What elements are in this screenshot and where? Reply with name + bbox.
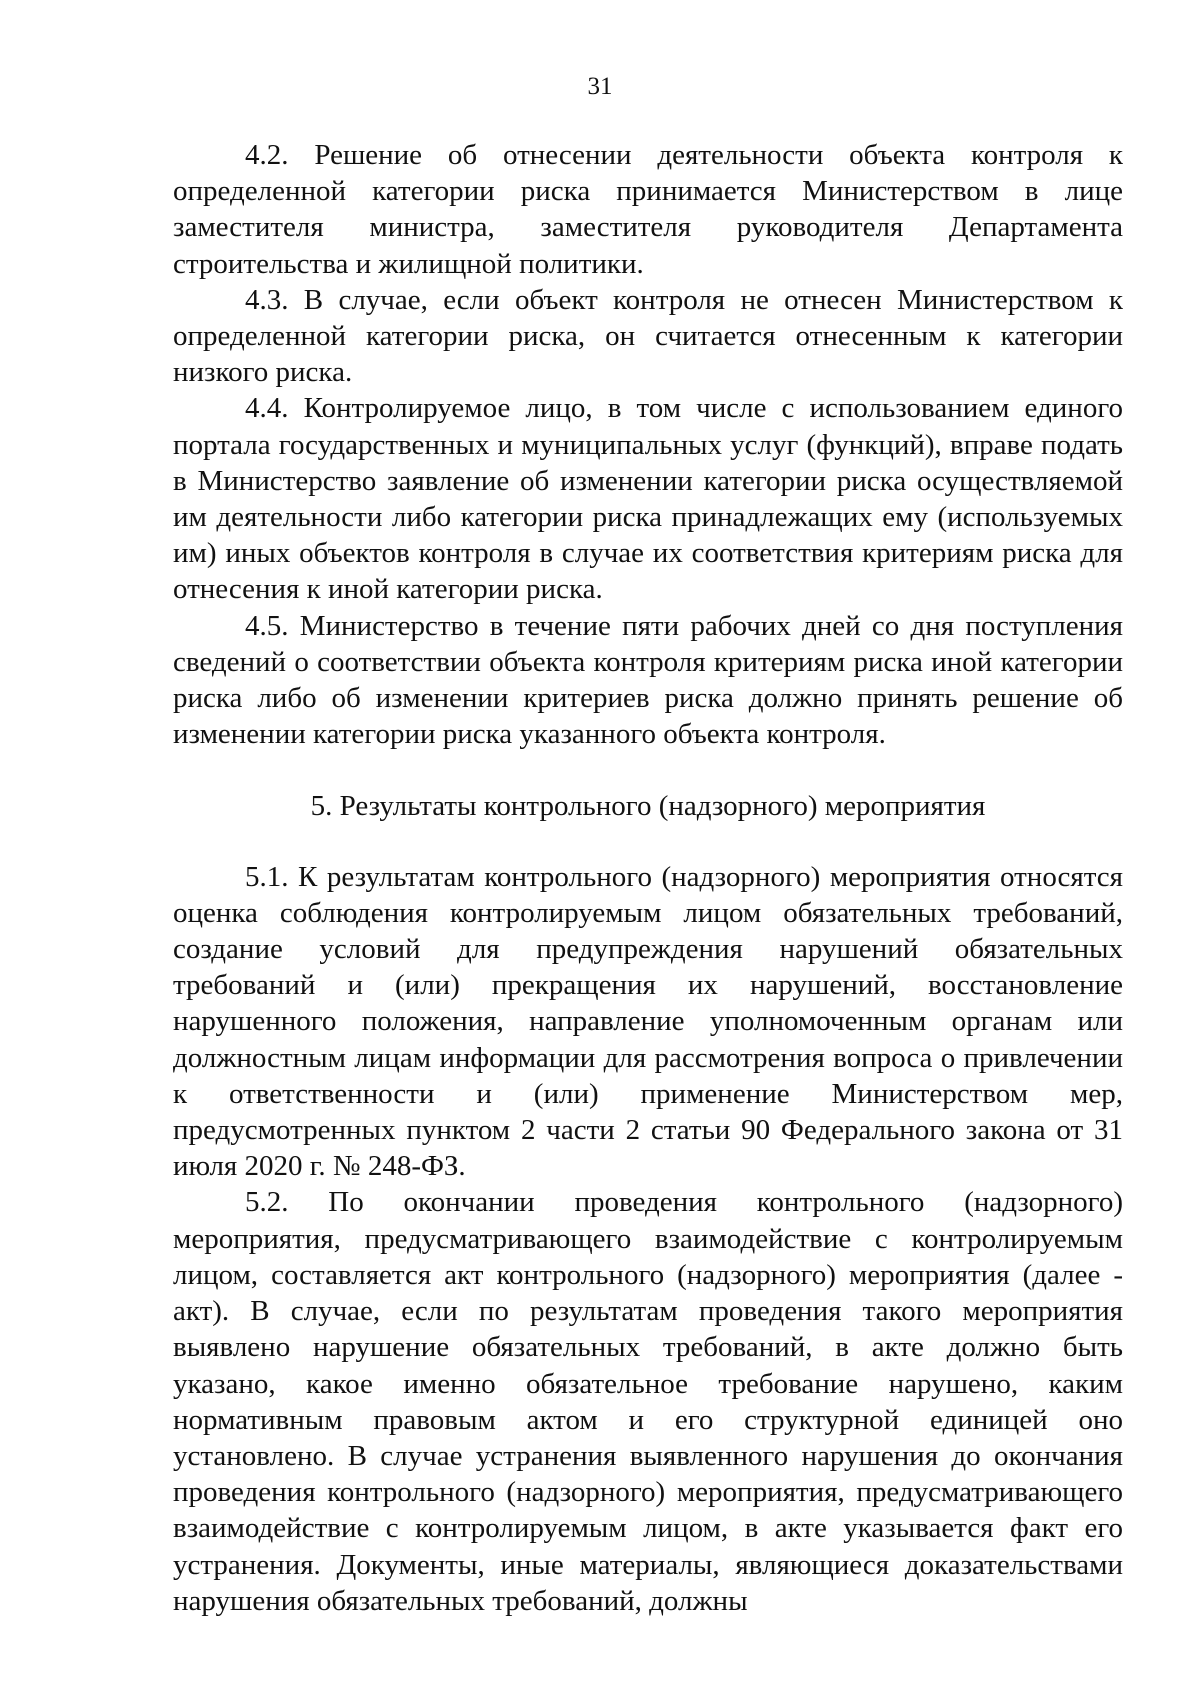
section-heading: 5. Результаты контрольного (надзорного) мероприятия — [310, 790, 986, 823]
paragraph-5-2: 5.2. По окончании проведения контрольного (надзорного) мероприятия, предусматривающего взаимодействие с контролируемым лицом, составляется акт контрольного (надзорного) мероприятия (далее - акт). В случае, если по результатам проведения такого мероприятия выявлено нарушение обязательных требований, в акте должно быть указано, какое именно обязательное требование нарушено, каким нормативным правовым актом и его структурной единицей оно установлено. В случае устранения выявленного нарушения до окончания проведения контрольного (надзорного) мероприятия, предусматривающего взаимодействие с контролируемым лицом, в акте указывается факт его устранения. Документы, иные материалы, являющиеся доказательствами нарушения обязательных требований, должны — [173, 1186, 1123, 1617]
paragraph-4-2: 4.2. Решение об отнесении деятельности объекта контроля к определенной категории риска принимается Министерством в лице заместителя министра, заместителя руководителя Департамента строительства и жилищной политики. — [173, 139, 1123, 280]
paragraph-4-4: 4.4. Контролируемое лицо, в том числе с использованием единого портала государственных и муниципальных услуг (функций), вправе подать в Министерство заявление об изменении категории риска осуществляемой им деятельности либо категории риска принадлежащих ему (используемых им) иных объектов контроля в случае их соответствия критериям риска для отнесения к иной категории риска. — [173, 392, 1123, 606]
paragraph-4-5: 4.5. Министерство в течение пяти рабочих дней со дня поступления сведений о соответствии объекта контроля критериям риска иной категории риска либо об изменении критериев риска должно принять решение об изменении категории риска указанного объекта контроля. — [173, 609, 1123, 751]
paragraph-5-1: 5.1. К результатам контрольного (надзорного) мероприятия относятся оценка соблюдения контролируемым лицом обязательных требований, создание условий для предупреждения нарушений обязательных требований и (или) прекращения их нарушений, восстановление нарушенного положения, направление уполномоченным органам или должностным лицам информации для рассмотрения вопроса о привлечении к ответственности и (или) применение Министерством мер, предусмотренных пунктом 2 части 2 статьи 90 Федерального закона от 31 июля 2020 г. № 248-ФЗ. — [173, 860, 1123, 1183]
page-number: 31 — [587, 73, 613, 100]
paragraph-4-3: 4.3. В случае, если объект контроля не отнесен Министерством к определенной категории риска, он считается отнесенным к категории низкого риска. — [173, 283, 1123, 389]
document-body — [173, 137, 1123, 1619]
